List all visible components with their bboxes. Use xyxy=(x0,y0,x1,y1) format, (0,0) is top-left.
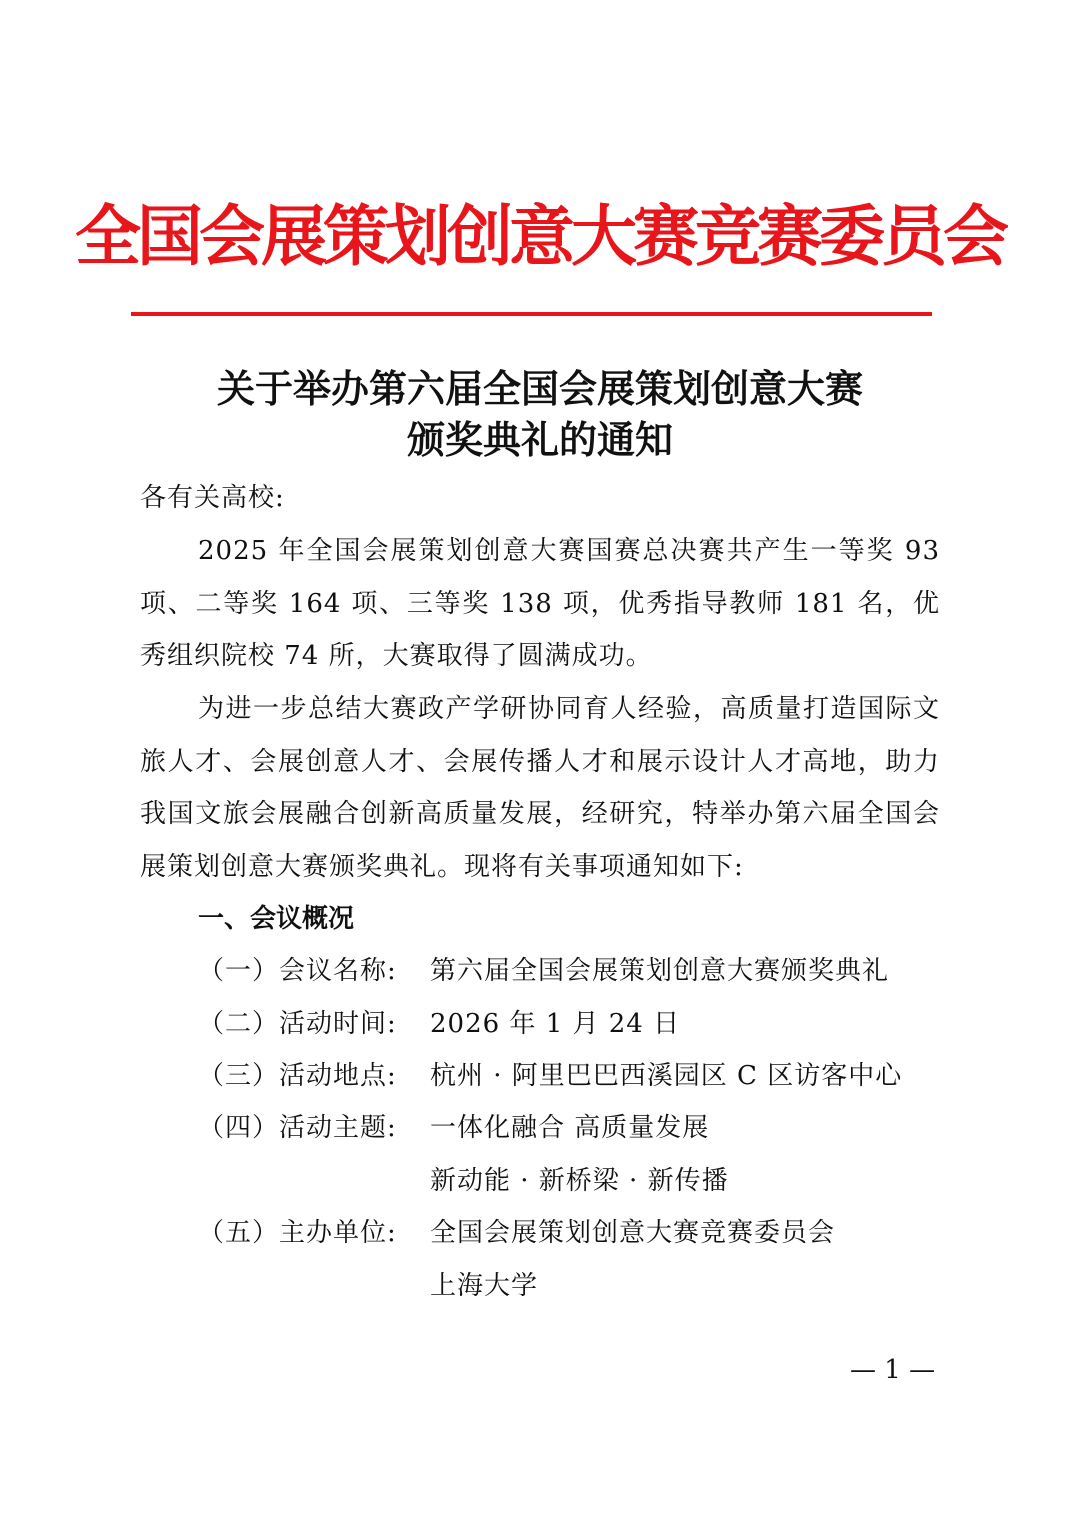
info-value: 新动能 · 新桥梁 · 新传播 xyxy=(430,1166,729,1196)
header-divider xyxy=(131,312,932,316)
section-heading-overview: 一、会议概况 xyxy=(198,904,355,934)
info-value: 一体化融合 高质量发展 xyxy=(430,1113,710,1143)
info-row-organizer-continued xyxy=(198,1260,539,1312)
salutation: 各有关高校: xyxy=(140,483,285,513)
info-value: 上海大学 xyxy=(430,1271,539,1301)
info-label: （五）主办单位: xyxy=(198,1218,397,1248)
info-value: 杭州 · 阿里巴巴西溪园区 C 区访客中心 xyxy=(430,1061,903,1091)
info-row-theme-continued xyxy=(198,1155,729,1207)
paragraph-purpose: 为进一步总结大赛政产学研协同育人经验，高质量打造国际文旅人才、会展创意人才、会展传播人才和展示设计人才高地，助力我国文旅会展融合创新高质量发展，经研究，特举办第六届全国会展策划创意大赛颁奖典礼。现将有关事项通知如下: xyxy=(140,694,940,882)
org-header-title: 全国会展策划创意大赛竞赛委员会 xyxy=(75,198,1005,275)
document-title-line2: 颁奖典礼的通知 xyxy=(406,417,673,462)
info-value: 全国会展策划创意大赛竞赛委员会 xyxy=(430,1218,836,1248)
info-row-meeting-name xyxy=(198,945,890,997)
info-row-time xyxy=(198,998,681,1050)
info-row-theme xyxy=(198,1102,710,1154)
document-title-line1: 关于举办第六届全国会展策划创意大赛 xyxy=(216,366,863,411)
info-label: （三）活动地点: xyxy=(198,1061,397,1091)
info-row-organizer xyxy=(198,1207,836,1259)
info-row-location xyxy=(198,1050,903,1102)
info-label: （二）活动时间: xyxy=(198,1009,397,1039)
info-value: 第六届全国会展策划创意大赛颁奖典礼 xyxy=(430,956,890,986)
info-label: （四）活动主题: xyxy=(198,1113,397,1143)
page-number: — 1 — xyxy=(850,1355,936,1385)
info-value: 2026 年 1 月 24 日 xyxy=(430,1009,681,1039)
paragraph-results: 2025 年全国会展策划创意大赛国赛总决赛共产生一等奖 93 项、二等奖 164 项、三等奖 138 项，优秀指导教师 181 名，优秀组织院校 74 所，大赛取得了圆满成功。 xyxy=(140,536,940,671)
info-label: （一）会议名称: xyxy=(198,956,397,986)
